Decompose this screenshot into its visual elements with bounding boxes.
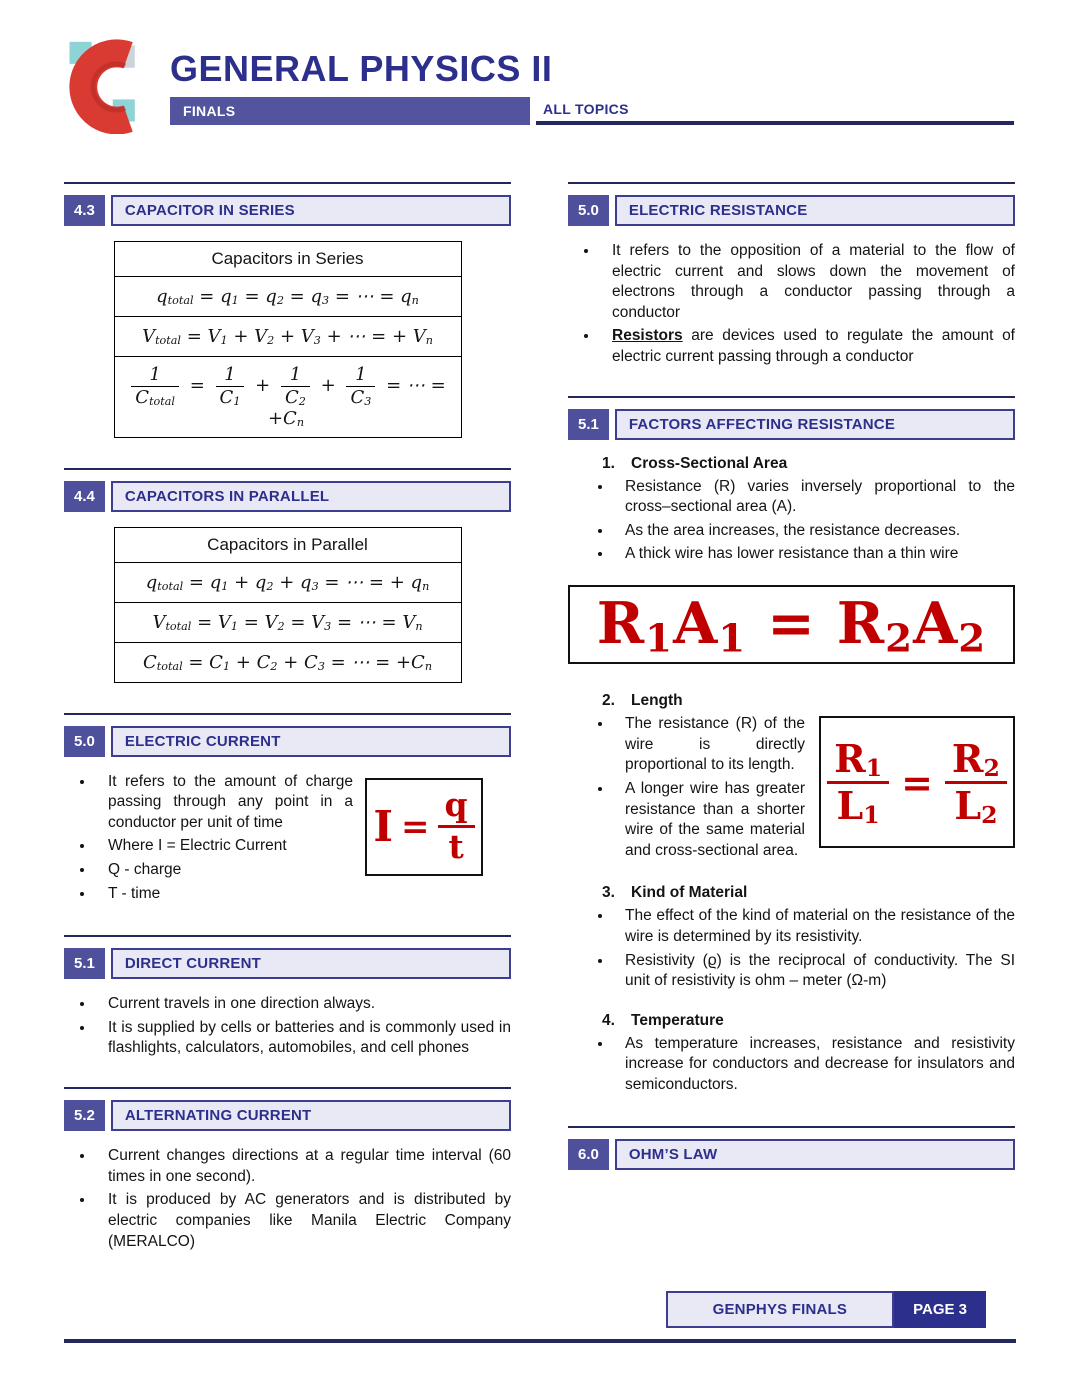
section-number: 6.0 [568, 1139, 609, 1170]
bullet-list [64, 994, 511, 1059]
factor-heading [602, 1012, 1015, 1030]
section-divider [64, 182, 511, 184]
section-title: ELECTRIC CURRENT [111, 726, 511, 757]
tab-all-topics [536, 97, 1014, 125]
section-number: 5.1 [64, 948, 105, 979]
right-column [568, 182, 1015, 1280]
section-alternating-current [64, 1087, 511, 1252]
header-title-block [170, 36, 1014, 125]
bullet-item: • As temperature increases, resistance and resistivity increase for conductors and decrease for insulators and semiconductors. [613, 1034, 1015, 1096]
section-divider [568, 396, 1015, 398]
factor-length [568, 692, 1015, 864]
section-title: FACTORS AFFECTING RESISTANCE [615, 409, 1015, 440]
section-number: 5.0 [64, 726, 105, 757]
tab-all-topics-label: ALL TOPICS [543, 100, 629, 117]
section-title: ELECTRIC RESISTANCE [615, 195, 1015, 226]
formula-charge-parallel: $q_{total} = q_1 + q_2 + q_3$ = ⋯ = + $q_n$ [114, 562, 461, 602]
factor-number: 1. [602, 454, 615, 472]
section-title: ALTERNATING CURRENT [111, 1100, 511, 1131]
bullet-item: • Current travels in one direction always. [95, 994, 511, 1015]
bullet-item: • As the area increases, the resistance decreases. [613, 521, 1015, 542]
section-divider [64, 468, 511, 470]
fraction-denominator: $L_1$ [836, 782, 880, 829]
page-number-badge: PAGE 3 [894, 1291, 986, 1328]
formula-voltage-series: $V_{total} = V_1 + V_2 + V_3$ + ⋯ = + $V_n$ [114, 317, 461, 357]
equals-sign: = [901, 759, 933, 805]
factor-temperature [568, 1012, 1015, 1096]
fraction-denominator: $C_{total}$ [135, 386, 175, 408]
section-divider [64, 935, 511, 937]
factor-number: 2. [602, 692, 615, 710]
formula-lhs: I [373, 802, 394, 852]
section-divider [64, 713, 511, 715]
section-header [64, 948, 511, 979]
bullet-item: • It is supplied by cells or batteries and is commonly used in flashlights, calculators, automobiles, and cell phones [95, 1018, 511, 1059]
section-number: 5.0 [568, 195, 609, 226]
section-number: 5.1 [568, 409, 609, 440]
factor-number: 3. [602, 884, 615, 902]
capacitors-parallel-table [114, 527, 462, 683]
page-header [0, 0, 1080, 134]
formula-r1a1-equals-r2a2 [568, 585, 1015, 664]
section-number: 5.2 [64, 1100, 105, 1131]
formula-charge-series: $q_{total} = q_1 = q_2 = q_3$ = ⋯ = $q_n$ [114, 277, 461, 317]
content-columns [0, 182, 1080, 1280]
section-header [568, 195, 1015, 226]
bullet-item [599, 326, 1015, 367]
operator: = [189, 375, 205, 397]
factor-kind-of-material [568, 884, 1015, 991]
factor-title: Length [631, 692, 683, 710]
bullet-item: • A longer wire has greater resistance than a shorter wire of the same material and cross-sectional area. [613, 779, 1015, 861]
section-direct-current [64, 935, 511, 1059]
section-title: OHM’S LAW [615, 1139, 1015, 1170]
section-header [568, 409, 1015, 440]
factor-heading [602, 884, 1015, 902]
bullet-item: • Q - charge [95, 860, 353, 881]
bullet-list [64, 1146, 511, 1252]
factor-number: 4. [602, 1011, 615, 1029]
formula-capacitance-parallel: $C_{total} = C_1 + C_2 + C_3$ = ⋯ = $+C_n$ [114, 642, 461, 682]
bullet-item: • Current changes directions at a regular time interval (60 times in one second). [95, 1146, 511, 1187]
bullet-text: are devices used to regulate the amount of electric current passing through a conductor [612, 327, 1015, 366]
bullet-list [568, 1034, 1015, 1096]
bullet-item: • It is produced by AC generators and is distributed by electric companies like Manila Electric Company (MERALCO) [95, 1190, 511, 1252]
fraction-numerator: 1 [281, 365, 310, 387]
formula-voltage-parallel: $V_{total} = V_1 = V_2 = V_3$ = ⋯ = $V_n$ [114, 602, 461, 642]
factor-cross-sectional-area [568, 455, 1015, 565]
bullet-item: • It refers to the amount of charge passing through any point in a conductor per unit of time [95, 772, 353, 834]
operator: + [255, 375, 271, 397]
factor-heading [602, 692, 1015, 710]
section-factors-affecting-resistance [568, 396, 1015, 1096]
section-header [64, 481, 511, 512]
page-title: GENERAL PHYSICS II [170, 48, 553, 89]
section-divider [64, 1087, 511, 1089]
section-divider [568, 182, 1015, 184]
magnet-logo-icon [58, 36, 154, 134]
bullet-item: • The resistance (R) of the wire is directly proportional to its length. [613, 714, 1015, 776]
section-header [64, 726, 511, 757]
capacitors-series-table [114, 241, 462, 438]
left-column [64, 182, 511, 1280]
bullet-item: • T - time [95, 884, 353, 905]
fraction-numerator: 1 [216, 365, 245, 387]
bullet-list [568, 477, 1015, 565]
footer-divider [64, 1339, 1016, 1343]
bullet-list [568, 906, 1015, 991]
bullet-item: • It refers to the opposition of a material to the flow of electric current and slows down the movement of electrons through a conductor passing through a conductor [599, 241, 1015, 323]
fraction-denominator: $L_2$ [954, 782, 998, 829]
section-header [64, 1100, 511, 1131]
section-header [64, 195, 511, 226]
fraction-numerator: $R_1$ [827, 739, 889, 784]
factor-title: Kind of Material [631, 884, 748, 902]
bullet-list [568, 241, 1015, 368]
operator-tail: = ⋯ = $+C_n$ [267, 375, 446, 429]
operator: + [320, 375, 336, 397]
formula-r-over-l-ratio [819, 716, 1015, 848]
section-electric-current [64, 713, 511, 908]
section-capacitors-in-parallel [64, 468, 511, 683]
fraction-numerator: q [438, 788, 475, 828]
factor-heading [602, 455, 1015, 473]
bullet-item: • Resistivity (ϱ) is the reciprocal of conductivity. The SI unit of resistivity is ohm – meter (Ω-m) [613, 951, 1015, 992]
section-capacitor-in-series [64, 182, 511, 438]
section-header [568, 1139, 1015, 1170]
section-electric-resistance [568, 182, 1015, 368]
table-title: Capacitors in Parallel [114, 527, 461, 562]
fraction-numerator: 1 [346, 365, 375, 387]
factor-title: Cross-Sectional Area [631, 454, 788, 472]
page-footer [64, 1291, 1016, 1343]
doc-label: GENPHYS FINALS [666, 1291, 894, 1328]
section-title: DIRECT CURRENT [111, 948, 511, 979]
footer-labels [64, 1291, 1016, 1328]
fraction-numerator: $R_2$ [945, 739, 1007, 784]
tab-finals: FINALS [170, 97, 530, 125]
section-title: CAPACITOR IN SERIES [111, 195, 511, 226]
section-number: 4.3 [64, 195, 105, 226]
formula-text: $R_1A_1 = R_2A_2$ [596, 590, 987, 662]
section-number: 4.4 [64, 481, 105, 512]
formula-capacitance-series [114, 357, 461, 438]
section-divider [568, 1126, 1015, 1128]
factor-title: Temperature [631, 1011, 724, 1029]
keyword-resistors: Resistors [612, 327, 683, 345]
bullet-list [64, 772, 353, 908]
electric-current-content [64, 772, 511, 908]
fraction-denominator: t [448, 827, 464, 867]
fraction-denominator: $C_3$ [350, 386, 372, 408]
bullet-item: • Resistance (R) varies inversely proportional to the cross–sectional area (A). [613, 477, 1015, 518]
formula-i-equals-q-over-t [365, 778, 483, 876]
fraction-denominator: $C_1$ [219, 386, 241, 408]
bullet-item: • Where I = Electric Current [95, 836, 353, 857]
fraction-numerator: 1 [131, 365, 179, 387]
equals-sign: = [401, 806, 430, 847]
section-ohms-law [568, 1126, 1015, 1170]
bullet-item: • A thick wire has lower resistance than a thin wire [613, 544, 1015, 565]
bullet-item: • The effect of the kind of material on the resistance of the wire is determined by its resistivity. [613, 906, 1015, 947]
header-tab-row [170, 97, 1014, 125]
table-title: Capacitors in Series [114, 242, 461, 277]
fraction-denominator: $C_2$ [285, 386, 306, 408]
section-title: CAPACITORS IN PARALLEL [111, 481, 511, 512]
